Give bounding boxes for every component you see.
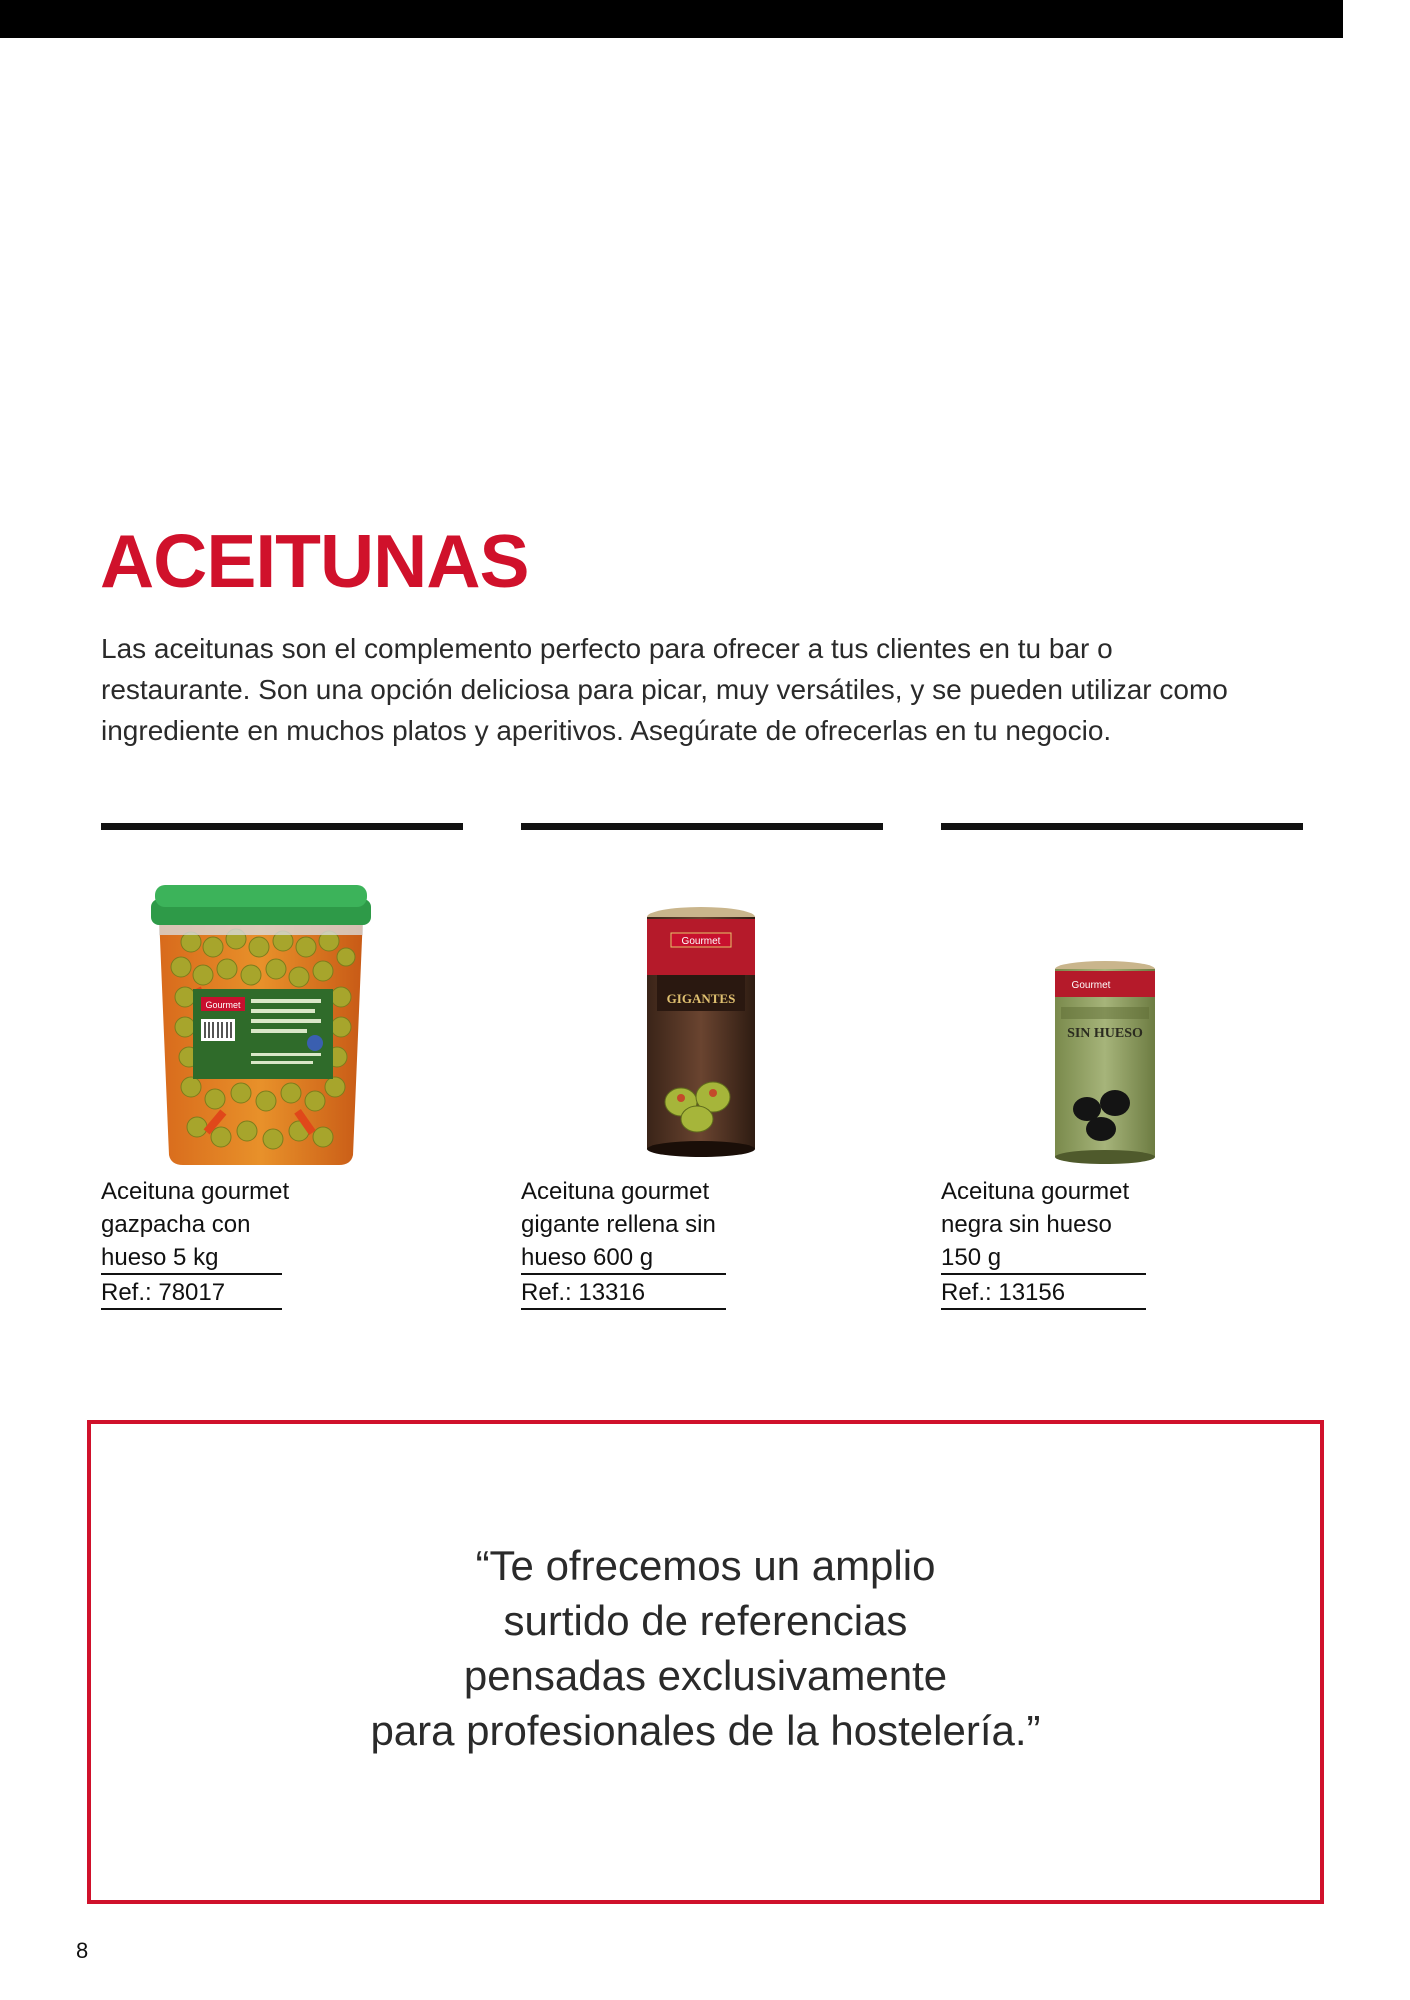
product-name-line: 150 g [941,1243,1146,1275]
quote-line: “Te ofrecemos un amplio [475,1542,936,1589]
olive-tub-icon [101,847,463,1187]
product-card-gazpacha [101,823,463,1306]
product-info [521,1175,726,1311]
quote-line: surtido de referencias [503,1597,908,1644]
intro-line: ingrediente en muchos platos y aperitivos. Asegúrate de ofrecerlas en tu negocio. [101,715,1112,746]
small-can-title: SIN HUESO [1067,1026,1143,1041]
product-ref: Ref.: 13156 [941,1278,1146,1310]
product-name-line: gazpacha con [101,1211,251,1238]
quote-text [91,1538,1320,1758]
product-name-line: Aceituna gourmet [521,1178,710,1205]
product-info [941,1175,1146,1311]
product-divider [941,823,1303,830]
page-title: ACEITUNAS [100,519,529,603]
tall-can-title: GIGANTES [666,991,736,1006]
product-divider [521,823,883,830]
product-name-line: gigante rellena sin [521,1211,716,1238]
product-info [101,1175,289,1311]
product-image-tub [101,847,463,1187]
top-black-bar [0,0,1343,38]
product-ref: Ref.: 78017 [101,1278,282,1310]
quote-box [87,1420,1324,1904]
product-name-line: hueso 5 kg [101,1243,282,1275]
product-name-line: negra sin hueso [941,1211,1112,1238]
product-name-line: hueso 600 g [521,1243,726,1275]
small-can-brand: Gourmet [1071,980,1111,991]
tall-can-brand: Gourmet [681,936,721,947]
product-ref: Ref.: 13316 [521,1278,726,1310]
intro-paragraph [101,628,1341,751]
intro-line: restaurante. Son una opción deliciosa para picar, muy versátiles, y se pueden utilizar como [101,674,1228,705]
intro-line: Las aceitunas son el complemento perfecto para ofrecer a tus clientes en tu bar o [101,633,1113,664]
product-image-small-can [941,847,1303,1187]
tub-label-brand: Gourmet [205,1000,241,1010]
product-card-gigante [521,823,883,1306]
product-divider [101,823,463,830]
quote-line: para profesionales de la hostelería.” [370,1707,1041,1754]
product-name-line: Aceituna gourmet [101,1178,290,1205]
olive-can-tall-icon [521,847,883,1187]
page-number: 8 [76,1938,89,1963]
olive-can-small-icon [941,847,1303,1187]
product-name-line: Aceituna gourmet [941,1178,1130,1205]
quote-line: pensadas exclusivamente [463,1652,948,1699]
product-card-negra [941,823,1303,1306]
product-image-tall-can [521,847,883,1187]
